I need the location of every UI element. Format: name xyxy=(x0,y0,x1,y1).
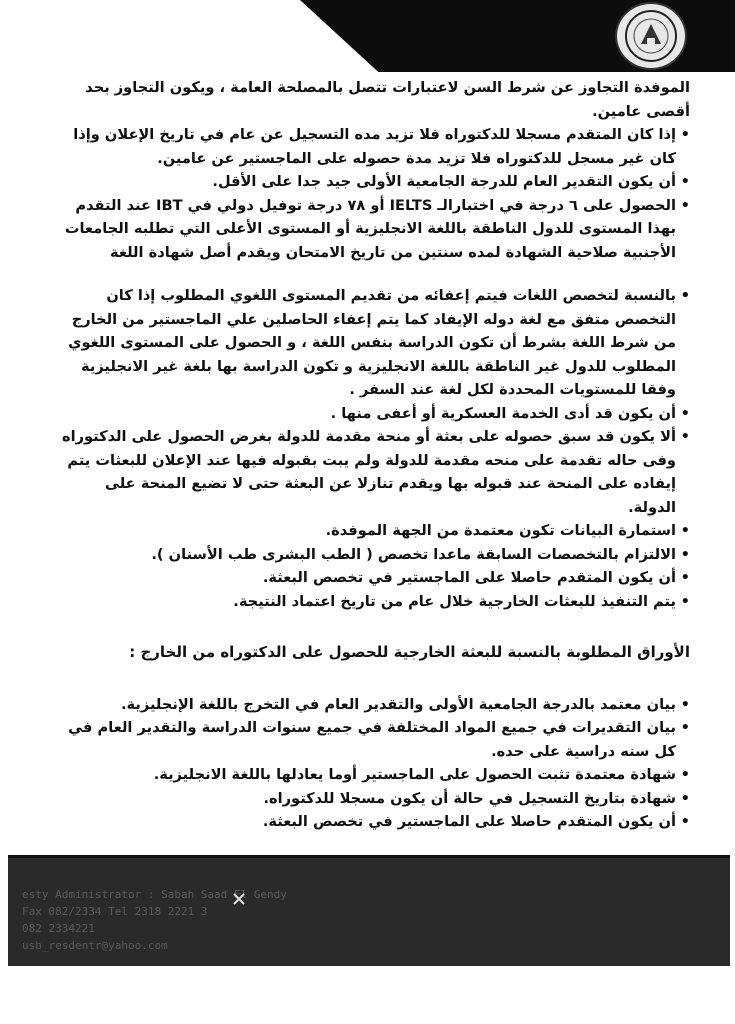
footer-contact xyxy=(22,886,422,954)
documents-heading: الأوراق المطلوبة بالنسبة للبعثة الخارجية للحصول على الدكتوراه من الخارج : xyxy=(129,643,690,661)
list-item: • أن يكون قد أدى الخدمة العسكرية أو أعفى منها . xyxy=(60,402,690,426)
intro-paragraph: الموفدة التجاوز عن شرط السن لاعتبارات تتصل بالمصلحة العامة ، ويكون التجاوز بحد أقصى عامين. xyxy=(85,79,690,120)
requirements-list-a xyxy=(60,123,690,264)
list-item: • إذا كان المتقدم مسجلا للدكتوراه فلا تزيد مده التسجيل عن عام في تاريخ الإعلان وإذا كان غير مسجل للدكتوراه فلا تزيد مدة حصوله على الماجستير عن عامين. xyxy=(60,123,690,170)
list-item: • شهادة بتاريخ التسجيل في حالة أن يكون مسجلا للدكتوراه. xyxy=(60,787,690,811)
footer-line: esty Administrator : Sabah Saad El Gendy xyxy=(22,888,287,901)
list-item: • بيان التقديرات في جميع المواد المختلفة في جميع سنوات الدراسة والتقدير العام في كل سنه دراسية على حده. xyxy=(60,716,690,763)
scan-mark-icon xyxy=(232,892,246,906)
list-item: • أن يكون المتقدم حاصلا على الماجستير في تخصص البعثة. xyxy=(60,810,690,834)
list-item: • بيان معتمد بالدرجة الجامعية الأولى والتقدير العام في التخرج باللغة الإنجليزية. xyxy=(60,693,690,717)
list-item: • استمارة البيانات تكون معتمدة من الجهة الموفدة. xyxy=(60,519,690,543)
list-item: • أن يكون المتقدم حاصلا على الماجستير في تخصص البعثة. xyxy=(60,566,690,590)
university-seal-icon xyxy=(615,2,687,70)
list-item: • أن يكون التقدير العام للدرجة الجامعية الأولى جيد جدا على الأقل. xyxy=(60,170,690,194)
footer-line: Fax 082/2334 Tel 2318 2221 3 xyxy=(22,905,208,918)
list-item: • الحصول على ٦ درجة في اختبارالـ IELTS أو ٧٨ درجة توفيل دولي في IBT عند التقدم بهذا المستوى للدول الناطقة باللغة الانجليزية أو المستوى الأعلى التي تطلبه الجامعات الأجنبية صلاحية الشهادة لمده سنتين من تاريخ الامتحان ويقدم أصل شهادة اللغة xyxy=(60,194,690,265)
list-item: • بالنسبة لتخصص اللغات فيتم إعفائه من تقديم المستوى اللغوي المطلوب إذا كان التخصص متفق مع لغة دوله الإيفاد كما يتم إعفاء الحاصلين علي الماجستير من الخارج من شرط اللغة بشرط أن تكون الدراسة بنفس اللغة ، و الحصول على المستوى اللغوي المطلوب للدول غير الناطقة باللغة الانجليزية و تكون الدراسة بها بلغة غير الانجليزية وفقا للمستويات المحددة لكل لغة عند السفر . xyxy=(60,284,690,402)
list-item: • يتم التنفيذ للبعثات الخارجية خلال عام من تاريخ اعتماد النتيجة. xyxy=(60,590,690,614)
list-item: • شهادة معتمدة تثبت الحصول على الماجستير أوما يعادلها باللغة الانجليزية. xyxy=(60,763,690,787)
footer-band xyxy=(8,855,730,966)
documents-list xyxy=(60,693,690,834)
list-item: • ألا يكون قد سبق حصوله على بعثة أو منحة مقدمة للدولة بغرض الحصول على الدكتوراه وفى حاله تقدمة على منحه مقدمة للدولة ولم يبت بقبوله فيها عند الإعلان للبعثات يتم إيفاده على المنحة عند قبوله بها ويقدم تنازلا عن البعثة حتى لا تضيع المنحة على الدولة. xyxy=(60,425,690,519)
requirements-list-b xyxy=(60,284,690,613)
list-item: • الالتزام بالتخصصات السابقة ماعدا تخصص ( الطب البشرى طب الأسنان ). xyxy=(60,543,690,567)
document-body xyxy=(60,76,690,834)
footer-line: usb_resdentr@yahoo.com xyxy=(22,939,168,952)
footer-line: 082 2334221 xyxy=(22,922,95,935)
